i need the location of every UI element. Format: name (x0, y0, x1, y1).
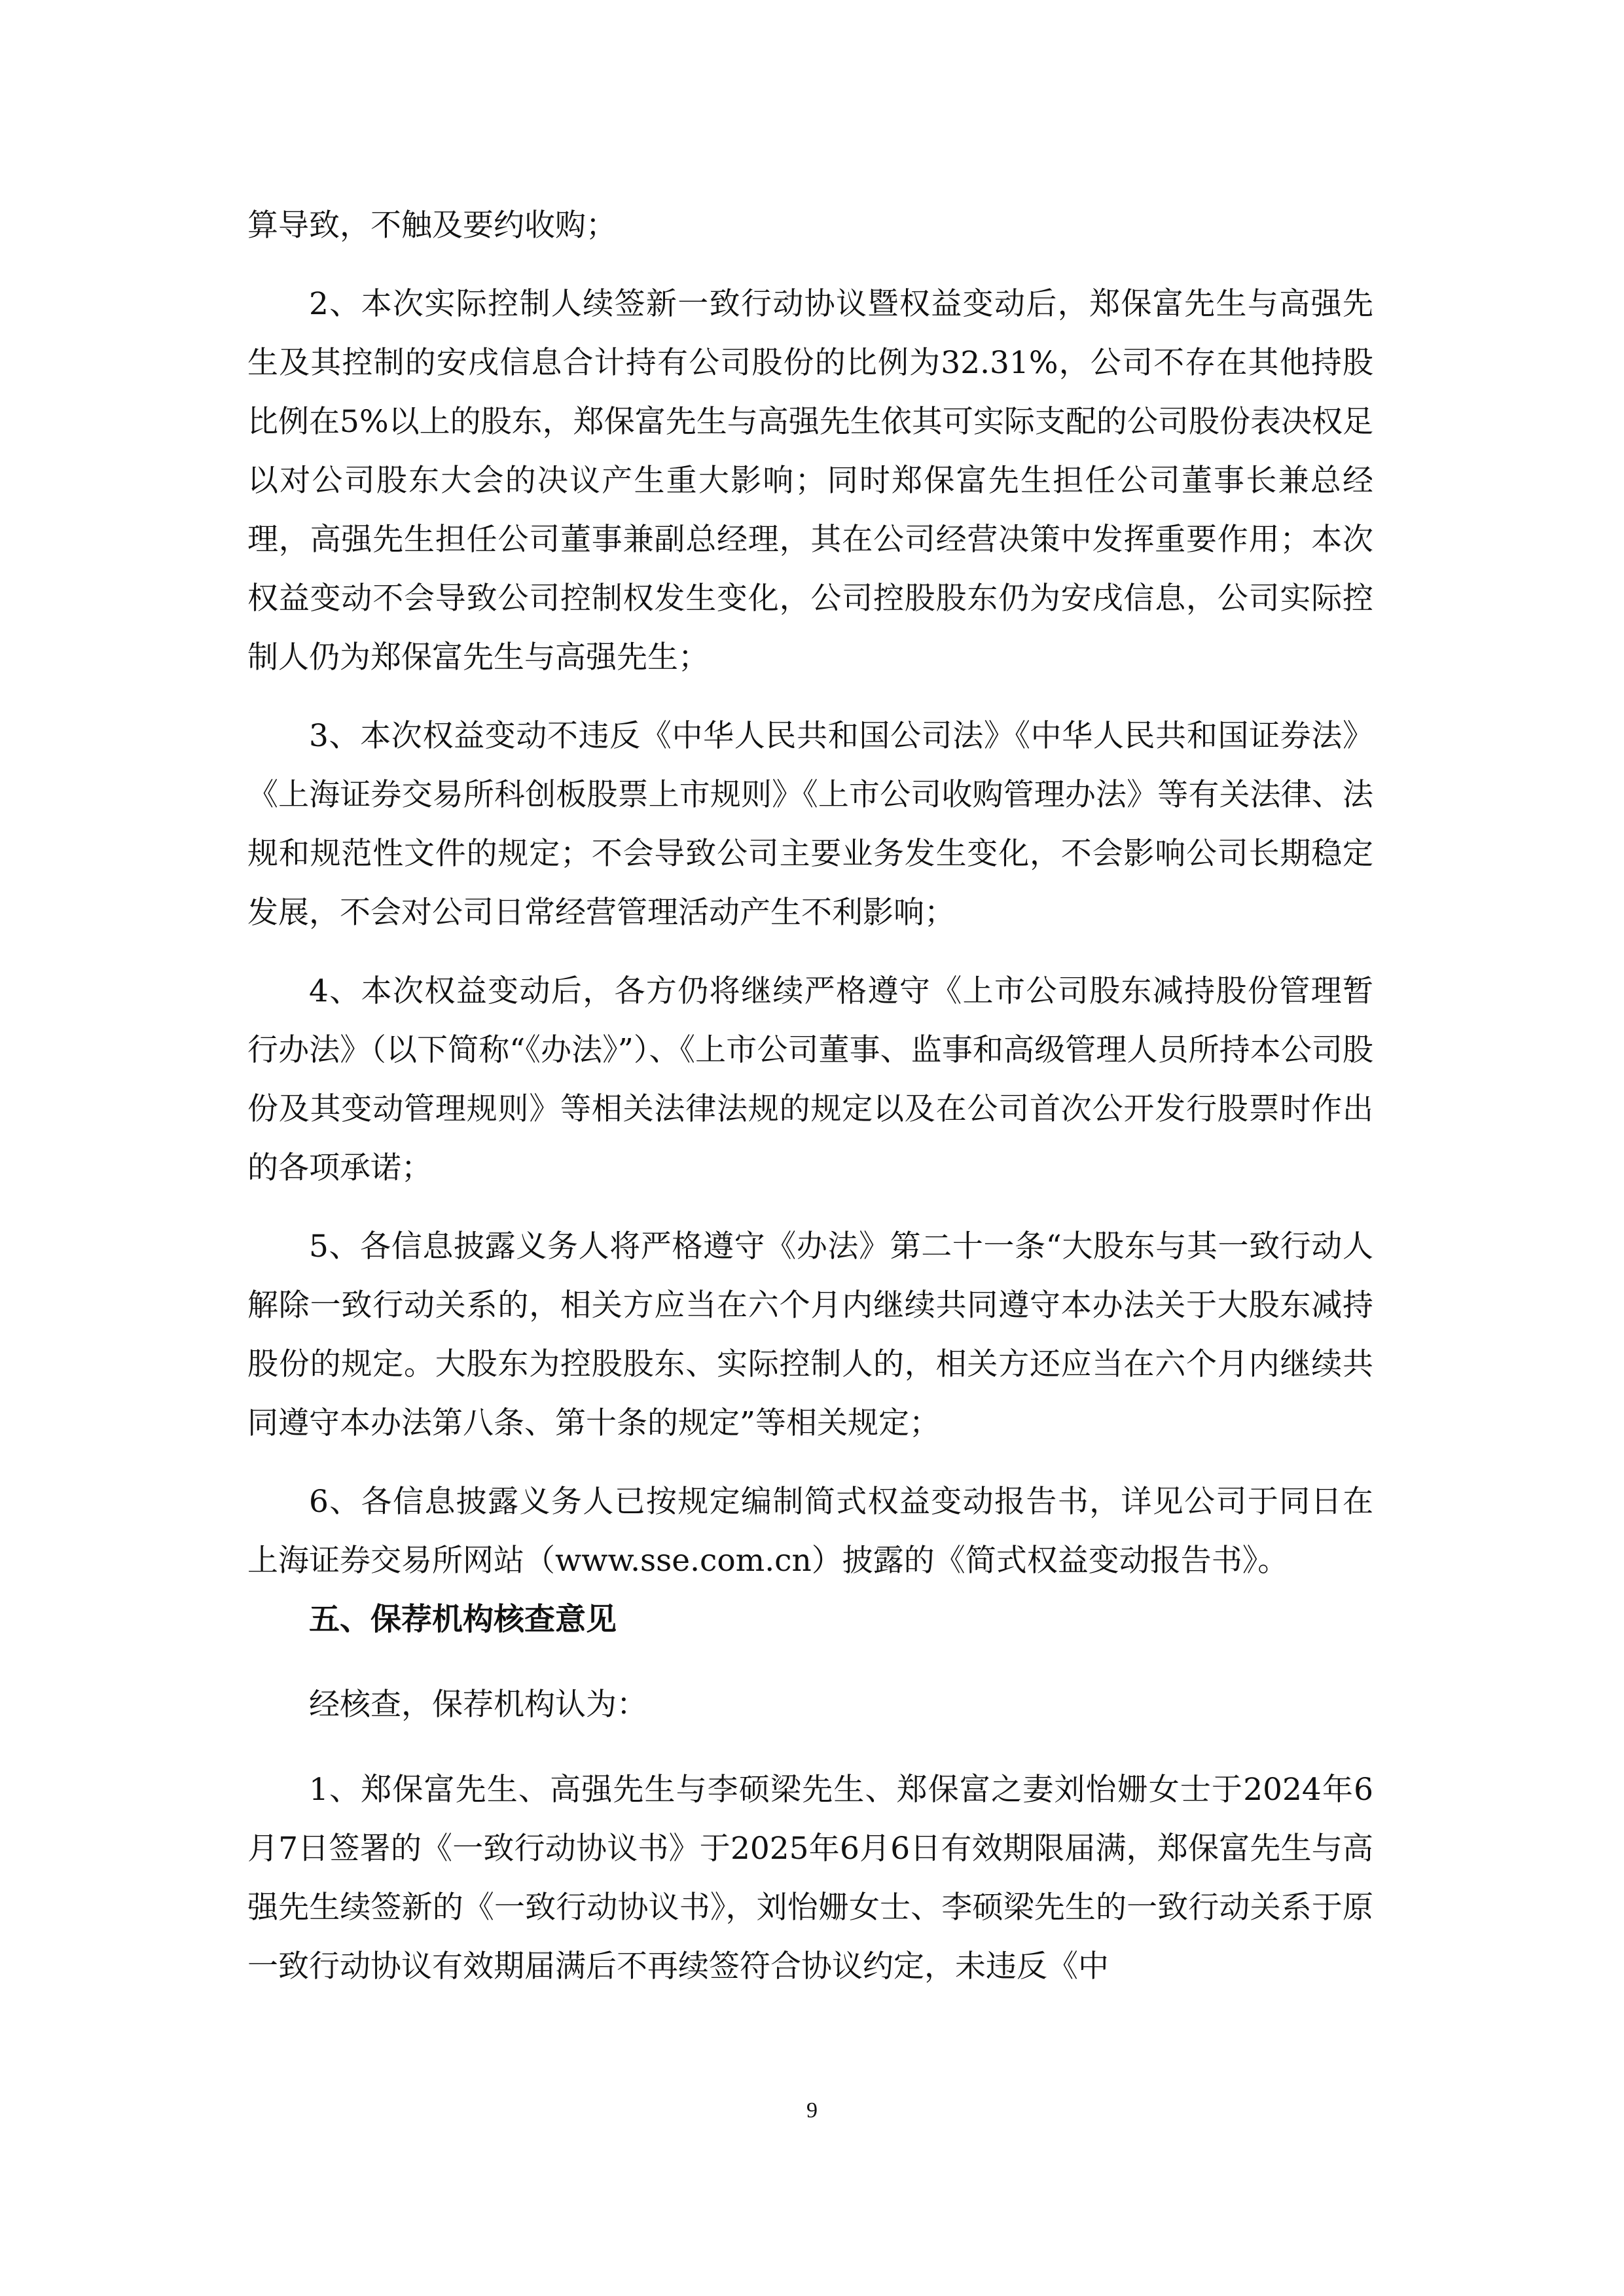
section-heading: 五、保荐机构核查意见 (309, 1602, 617, 1638)
paragraph-item-5: 5、各信息披露义务人将严格遵守《办法》第二十一条“大股东与其一致行动人解除一致行动关系的，相关方应当在六个月内继续共同遵守本办法关于大股东减持股份的规定。大股东为控股股东、实际控制人的，相关方还应当在六个月内继续共同遵守本办法第八条、第十条的规定”等相关规定； (247, 1229, 1373, 1441)
paragraph-item-3: 3、本次权益变动不违反《中华人民共和国公司法》《中华人民共和国证券法》《上海证券交易所科创板股票上市规则》《上市公司收购管理办法》等有关法律、法规和规范性文件的规定；不会导致公司主要业务发生变化，不会影响公司长期稳定发展，不会对公司日常经营管理活动产生不利影响； (247, 718, 1373, 931)
page-number: 9 (806, 2098, 818, 2123)
paragraph-intro: 经核查，保荐机构认为： (309, 1687, 647, 1723)
paragraph-item-6: 6、各信息披露义务人已按规定编制简式权益变动报告书，详见公司于同日在上海证券交易所网站（www.sse.com.cn）披露的《简式权益变动报告书》。 (247, 1484, 1373, 1579)
paragraph-finding-1: 1、郑保富先生、高强先生与李硕梁先生、郑保富之妻刘怡姗女士于2024年6月7日签署的《一致行动协议书》于2025年6月6日有效期限届满，郑保富先生与高强先生续签新的《一致行动协议书》，刘怡姗女士、李硕梁先生的一致行动关系于原一致行动协议有效期届满后不再续签符合协议约定，未违反《中 (247, 1772, 1373, 1984)
document-body (247, 196, 1373, 1996)
paragraph-item-4: 4、本次权益变动后，各方仍将继续严格遵守《上市公司股东减持股份管理暂行办法》（以下简称“《办法》”）、《上市公司董事、监事和高级管理人员所持本公司股份及其变动管理规则》等相关法律法规的规定以及在公司首次公开发行股票时作出的各项承诺； (247, 973, 1373, 1186)
paragraph-continuation: 算导致，不触及要约收购； (247, 207, 617, 243)
paragraph-item-2: 2、本次实际控制人续签新一致行动协议暨权益变动后，郑保富先生与高强先生及其控制的安戌信息合计持有公司股份的比例为32.31%，公司不存在其他持股比例在5%以上的股东，郑保富先生与高强先生依其可实际支配的公司股份表决权足以对公司股东大会的决议产生重大影响；同时郑保富先生担任公司董事长兼总经理，高强先生担任公司董事兼副总经理，其在公司经营决策中发挥重要作用；本次权益变动不会导致公司控制权发生变化，公司控股股东仍为安戌信息，公司实际控制人仍为郑保富先生与高强先生； (247, 286, 1373, 675)
